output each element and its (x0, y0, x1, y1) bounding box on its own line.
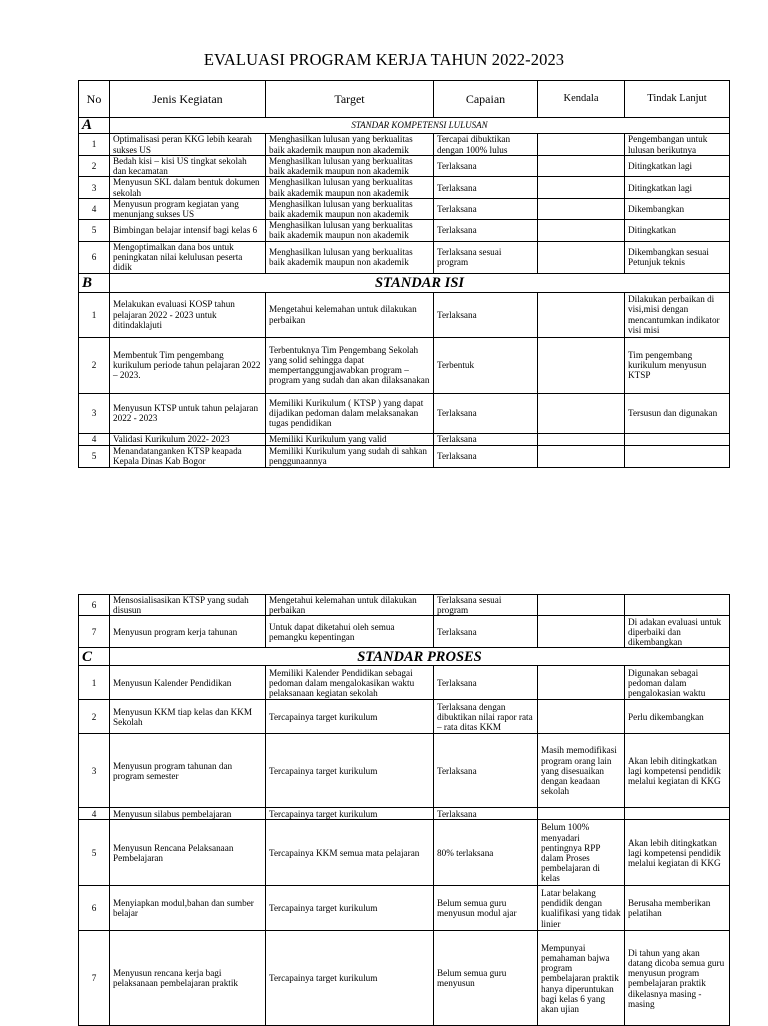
cell-jenis-kegiatan: Melakukan evaluasi KOSP tahun pelajaran 2022 - 2023 untuk ditindaklajuti (110, 292, 266, 337)
cell-capaian: Terbentuk (434, 337, 538, 393)
cell-target: Tercapainya target kurikulum (266, 931, 434, 1026)
cell-jenis-kegiatan: Menyusun Rencana Pelaksanaan Pembelajaran (110, 820, 266, 886)
section-row-a (79, 118, 730, 134)
cell-tindak-lanjut: Tersusun dan digunakan (625, 393, 730, 433)
cell-tindak-lanjut (625, 433, 730, 445)
cell-capaian: Tercapai dibuktikan dengan 100% lulus (434, 134, 538, 156)
cell-tindak-lanjut: Di adakan evaluasi untuk diperbaiki dan dikembangkan (625, 616, 730, 648)
cell-tindak-lanjut: Ditingkatkan lagi (625, 156, 730, 177)
cell-kendala (538, 241, 625, 273)
table-row (79, 808, 730, 820)
section-title: STANDAR PROSES (110, 648, 730, 666)
table-row (79, 886, 730, 931)
cell-target: Menghasilkan lulusan yang berkualitas baik akademik maupun non akademik (266, 177, 434, 198)
cell-capaian: Terlaksana (434, 393, 538, 433)
header-capaian: Capaian (434, 81, 538, 118)
cell-no: 5 (79, 445, 110, 467)
cell-no: 2 (79, 156, 110, 177)
cell-no: 3 (79, 393, 110, 433)
section-letter: C (79, 648, 110, 666)
cell-no: 7 (79, 616, 110, 648)
cell-jenis-kegiatan: Menyusun SKL dalam bentuk dokumen sekolah (110, 177, 266, 198)
cell-kendala: Masih memodifikasi program orang lain yang disesuaikan dengan keadaan sekolah (538, 734, 625, 808)
cell-no: 1 (79, 292, 110, 337)
table-row (79, 931, 730, 1026)
cell-kendala (538, 595, 625, 616)
cell-target: Untuk dapat diketahui oleh semua pemangku kepentingan (266, 616, 434, 648)
cell-target: Menghasilkan lulusan yang berkualitas baik akademik maupun non akademik (266, 198, 434, 219)
cell-jenis-kegiatan: Menyusun rencana kerja bagi pelaksanaan pembelajaran praktik (110, 931, 266, 1026)
cell-kendala: Latar belakang pendidik dengan kualifikasi yang tidak linier (538, 886, 625, 931)
cell-tindak-lanjut: Tim pengembang kurikulum menyusun KTSP (625, 337, 730, 393)
table-row (79, 134, 730, 156)
header-row (79, 81, 730, 118)
cell-no: 5 (79, 820, 110, 886)
cell-tindak-lanjut (625, 445, 730, 467)
table-row (79, 198, 730, 219)
table-row (79, 220, 730, 241)
cell-kendala (538, 198, 625, 219)
cell-tindak-lanjut: Dikembangkan (625, 198, 730, 219)
cell-target: Tercapainya target kurikulum (266, 808, 434, 820)
cell-capaian: 80% terlaksana (434, 820, 538, 886)
cell-tindak-lanjut (625, 808, 730, 820)
cell-kendala (538, 700, 625, 734)
cell-no: 5 (79, 220, 110, 241)
cell-target: Tercapainya target kurikulum (266, 734, 434, 808)
cell-no: 4 (79, 198, 110, 219)
section-letter: B (79, 273, 110, 292)
cell-capaian: Terlaksana (434, 156, 538, 177)
cell-capaian: Terlaksana (434, 292, 538, 337)
cell-kendala (538, 445, 625, 467)
section-letter: A (79, 118, 110, 134)
table-row (79, 241, 730, 273)
cell-jenis-kegiatan: Menyusun KTSP untuk tahun pelajaran 2022 - 2023 (110, 393, 266, 433)
cell-tindak-lanjut: Akan lebih ditingkatkan lagi kompetensi pendidik melalui kegiatan di KKG (625, 734, 730, 808)
cell-target: Mengetahui kelemahan untuk dilakukan perbaikan (266, 595, 434, 616)
header-tindak-lanjut: Tindak Lanjut (625, 81, 730, 118)
evaluation-table-page-2 (78, 594, 730, 1026)
cell-kendala (538, 156, 625, 177)
cell-target: Menghasilkan lulusan yang berkualitas baik akademik maupun non akademik (266, 241, 434, 273)
cell-capaian: Terlaksana sesuai program (434, 595, 538, 616)
cell-target: Tercapainya target kurikulum (266, 886, 434, 931)
table-row (79, 337, 730, 393)
cell-kendala (538, 666, 625, 700)
cell-jenis-kegiatan: Menyusun program kegiatan yang menunjang sukses US (110, 198, 266, 219)
cell-tindak-lanjut: Ditingkatkan lagi (625, 177, 730, 198)
cell-capaian: Terlaksana (434, 445, 538, 467)
cell-tindak-lanjut (625, 595, 730, 616)
cell-jenis-kegiatan: Mengoptimalkan dana bos untuk peningkatan nilai kelulusan peserta didik (110, 241, 266, 273)
cell-no: 7 (79, 931, 110, 1026)
cell-jenis-kegiatan: Validasi Kurikulum 2022- 2023 (110, 433, 266, 445)
cell-jenis-kegiatan: Bimbingan belajar intensif bagi kelas 6 (110, 220, 266, 241)
cell-capaian: Belum semua guru menyusun (434, 931, 538, 1026)
cell-kendala (538, 177, 625, 198)
table-row (79, 820, 730, 886)
table-row (79, 734, 730, 808)
cell-jenis-kegiatan: Menandatanganken KTSP keapada Kepala Dinas Kab Bogor (110, 445, 266, 467)
cell-no: 4 (79, 808, 110, 820)
cell-target: Tercapainya KKM semua mata pelajaran (266, 820, 434, 886)
cell-no: 1 (79, 666, 110, 700)
cell-target: Tercapainya target kurikulum (266, 700, 434, 734)
cell-no: 6 (79, 886, 110, 931)
table-row (79, 393, 730, 433)
table-row (79, 445, 730, 467)
cell-tindak-lanjut: Perlu dikembangkan (625, 700, 730, 734)
cell-jenis-kegiatan: Membentuk Tim pengembang kurikulum periode tahun pelajaran 2022 – 2023. (110, 337, 266, 393)
document-title: EVALUASI PROGRAM KERJA TAHUN 2022-2023 (203, 50, 565, 69)
cell-target: Menghasilkan lulusan yang berkualitas baik akademik maupun non akademik (266, 220, 434, 241)
cell-no: 6 (79, 595, 110, 616)
cell-jenis-kegiatan: Menyusun program tahunan dan program semester (110, 734, 266, 808)
cell-no: 6 (79, 241, 110, 273)
cell-kendala: Mempunyai pemahaman bajwa program pembelajaran praktik hanya diperuntukan bagi kelas 6 yang akan ujian (538, 931, 625, 1026)
table-row (79, 156, 730, 177)
cell-jenis-kegiatan: Menyusun Kalender Pendidikan (110, 666, 266, 700)
cell-capaian: Terlaksana (434, 616, 538, 648)
cell-tindak-lanjut: Akan lebih ditingkatkan lagi kompetensi pendidik melalui kegiatan di KKG (625, 820, 730, 886)
cell-tindak-lanjut: Di tahun yang akan datang dicoba semua guru menyusun program pembelajaran praktik dikelasnya masing - masing (625, 931, 730, 1026)
cell-jenis-kegiatan: Menyusun program kerja tahunan (110, 616, 266, 648)
cell-capaian: Belum semua guru menyusun modul ajar (434, 886, 538, 931)
cell-capaian: Terlaksana (434, 433, 538, 445)
evaluation-table-page-1 (78, 80, 730, 468)
cell-tindak-lanjut: Digunakan sebagai pedoman dalam pengalokasian waktu (625, 666, 730, 700)
cell-no: 3 (79, 177, 110, 198)
table-row (79, 433, 730, 445)
table-row (79, 177, 730, 198)
cell-target: Menghasilkan lulusan yang berkualitas baik akademik maupun non akademik (266, 134, 434, 156)
header-jenis-kegiatan: Jenis Kegiatan (110, 81, 266, 118)
cell-kendala (538, 393, 625, 433)
cell-jenis-kegiatan: Menyusun silabus pembelajaran (110, 808, 266, 820)
cell-no: 2 (79, 700, 110, 734)
header-kendala: Kendala (538, 81, 625, 118)
cell-target: Terbentuknya Tim Pengembang Sekolah yang solid sehingga dapat mempertanggungjawabkan program – program yang sudah dan akan dilaksanakan (266, 337, 434, 393)
cell-no: 1 (79, 134, 110, 156)
cell-kendala (538, 134, 625, 156)
cell-jenis-kegiatan: Optimalisasi peran KKG lebih kearah sukses US (110, 134, 266, 156)
cell-capaian: Terlaksana (434, 177, 538, 198)
cell-tindak-lanjut: Berusaha memberikan pelatihan (625, 886, 730, 931)
cell-kendala (538, 433, 625, 445)
cell-kendala (538, 220, 625, 241)
table-row (79, 292, 730, 337)
cell-capaian: Terlaksana (434, 666, 538, 700)
cell-target: Memiliki Kurikulum ( KTSP ) yang dapat dijadikan pedoman dalam melaksanakan tugas pendidikan (266, 393, 434, 433)
cell-tindak-lanjut: Ditingkatkan (625, 220, 730, 241)
header-target: Target (266, 81, 434, 118)
cell-tindak-lanjut: Dilakukan perbaikan di visi,misi dengan mencantumkan indikator visi misi (625, 292, 730, 337)
cell-capaian: Terlaksana (434, 220, 538, 241)
cell-capaian: Terlaksana dengan dibuktikan nilai rapor rata – rata ditas KKM (434, 700, 538, 734)
section-title: STANDAR KOMPETENSI LULUSAN (110, 118, 730, 134)
table-row (79, 595, 730, 616)
cell-capaian: Terlaksana sesuai program (434, 241, 538, 273)
table-row (79, 700, 730, 734)
section-row-b (79, 273, 730, 292)
cell-capaian: Terlaksana (434, 734, 538, 808)
cell-jenis-kegiatan: Menyusun KKM tiap kelas dan KKM Sekolah (110, 700, 266, 734)
cell-target: Mengetahui kelemahan untuk dilakukan perbaikan (266, 292, 434, 337)
cell-target: Memiliki Kurikulum yang sudah di sahkan penggunaannya (266, 445, 434, 467)
cell-no: 4 (79, 433, 110, 445)
header-no: No (79, 81, 110, 118)
cell-target: Memiliki Kalender Pendidikan sebagai pedoman dalam mengalokasikan waktu pelaksanaan kegiatan sekolah (266, 666, 434, 700)
section-row-c (79, 648, 730, 666)
cell-target: Memiliki Kurikulum yang valid (266, 433, 434, 445)
table-row (79, 616, 730, 648)
cell-no: 2 (79, 337, 110, 393)
cell-target: Menghasilkan lulusan yang berkualitas baik akademik maupun non akademik (266, 156, 434, 177)
cell-jenis-kegiatan: Mensosialisasikan KTSP yang sudah disusun (110, 595, 266, 616)
cell-tindak-lanjut: Dikembangkan sesuai Petunjuk teknis (625, 241, 730, 273)
cell-no: 3 (79, 734, 110, 808)
table-row (79, 666, 730, 700)
section-title: STANDAR ISI (110, 273, 730, 292)
cell-jenis-kegiatan: Bedah kisi – kisi US tingkat sekolah dan kecamatan (110, 156, 266, 177)
cell-kendala: Belum 100% menyadari pentingnya RPP dalam Proses pembelajaran di kelas (538, 820, 625, 886)
cell-kendala (538, 337, 625, 393)
cell-capaian: Terlaksana (434, 198, 538, 219)
cell-kendala (538, 292, 625, 337)
cell-capaian: Terlaksana (434, 808, 538, 820)
cell-tindak-lanjut: Pengembangan untuk lulusan berikutnya (625, 134, 730, 156)
cell-kendala (538, 616, 625, 648)
cell-jenis-kegiatan: Menyiapkan modul,bahan dan sumber belajar (110, 886, 266, 931)
cell-kendala (538, 808, 625, 820)
